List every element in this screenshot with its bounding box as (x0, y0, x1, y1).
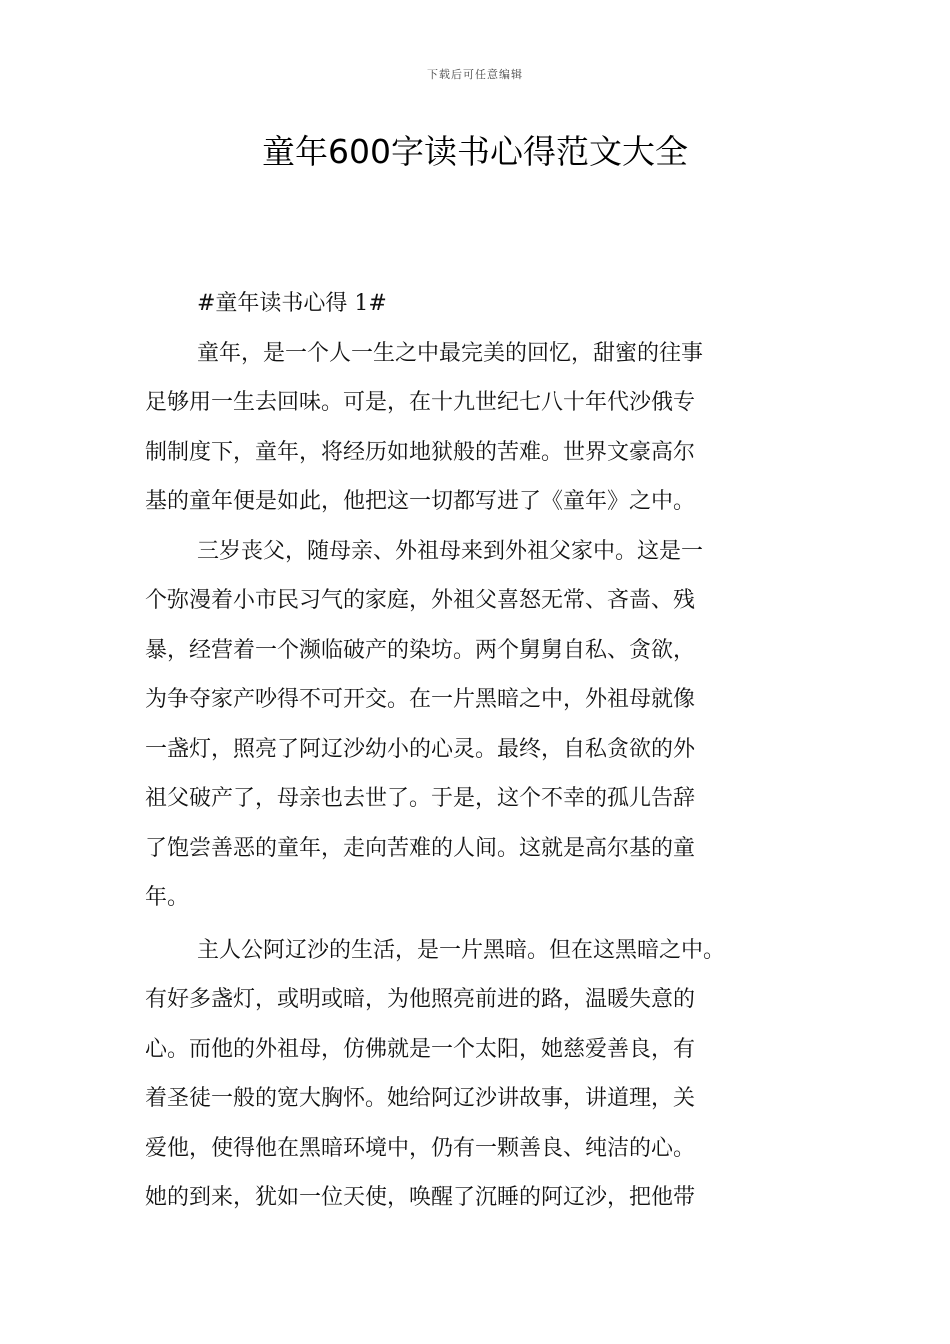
paragraph-3 (145, 926, 815, 1223)
paragraph-line: 着圣徒一般的宽大胸怀。她给阿辽沙讲故事，讲道理，关 (145, 1086, 696, 1111)
paragraph-line: 她的到来，犹如一位天使，唤醒了沉睡的阿辽沙，把他带 (145, 1185, 696, 1210)
paragraph-line: 童年，是一个人一生之中最完美的回忆，甜蜜的往事 (197, 340, 704, 366)
header-note: 下载后可任意编辑 (427, 68, 523, 81)
paragraph-line: 主人公阿辽沙的生活，是一片黑暗。但在这黑暗之中。 (197, 937, 726, 963)
paragraph-line: 制制度下，童年，将经历如地狱般的苦难。世界文豪高尔 (145, 439, 696, 465)
paragraph-2 (145, 527, 815, 923)
paragraph-line: 一盏灯，照亮了阿辽沙幼小的心灵。最终，自私贪欲的外 (145, 736, 696, 762)
paragraph-1 (145, 329, 815, 527)
paragraph-line: 足够用一生去回味。可是，在十九世纪七八十年代沙俄专 (145, 390, 696, 415)
paragraph-line: 年。 (145, 885, 190, 910)
paragraph-line: 了饱尝善恶的童年，走向苦难的人间。这就是高尔基的童 (145, 835, 696, 861)
paragraph-line: 祖父破产了，母亲也去世了。于是，这个不幸的孤儿告辞 (145, 786, 696, 811)
paragraph-line: 有好多盏灯，或明或暗，为他照亮前进的路，温暖失意的 (145, 987, 696, 1012)
paragraph-line: 爱他，使得他在黑暗环境中，仍有一颗善良、纯洁的心。 (145, 1135, 696, 1161)
paragraph-line: 暴，经营着一个濒临破产的染坊。两个舅舅自私、贪欲， (145, 637, 696, 663)
section-heading: #童年读书心得 1# (197, 291, 387, 316)
page-title: 童年600字读书心得范文大全 (262, 132, 688, 171)
paragraph-line: 基的童年便是如此，他把这一切都写进了《童年》之中。 (145, 489, 696, 514)
document-body (145, 279, 815, 1223)
paragraph-line: 心。而他的外祖母，仿佛就是一个太阳，她慈爱善良，有 (145, 1036, 696, 1062)
paragraph-line: 为争夺家产吵得不可开交。在一片黑暗之中，外祖母就像 (145, 687, 696, 712)
paragraph-line: 个弥漫着小市民习气的家庭，外祖父喜怒无常、吝啬、残 (145, 588, 696, 613)
paragraph-line: 三岁丧父，随母亲、外祖母来到外祖父家中。这是一 (197, 538, 704, 564)
